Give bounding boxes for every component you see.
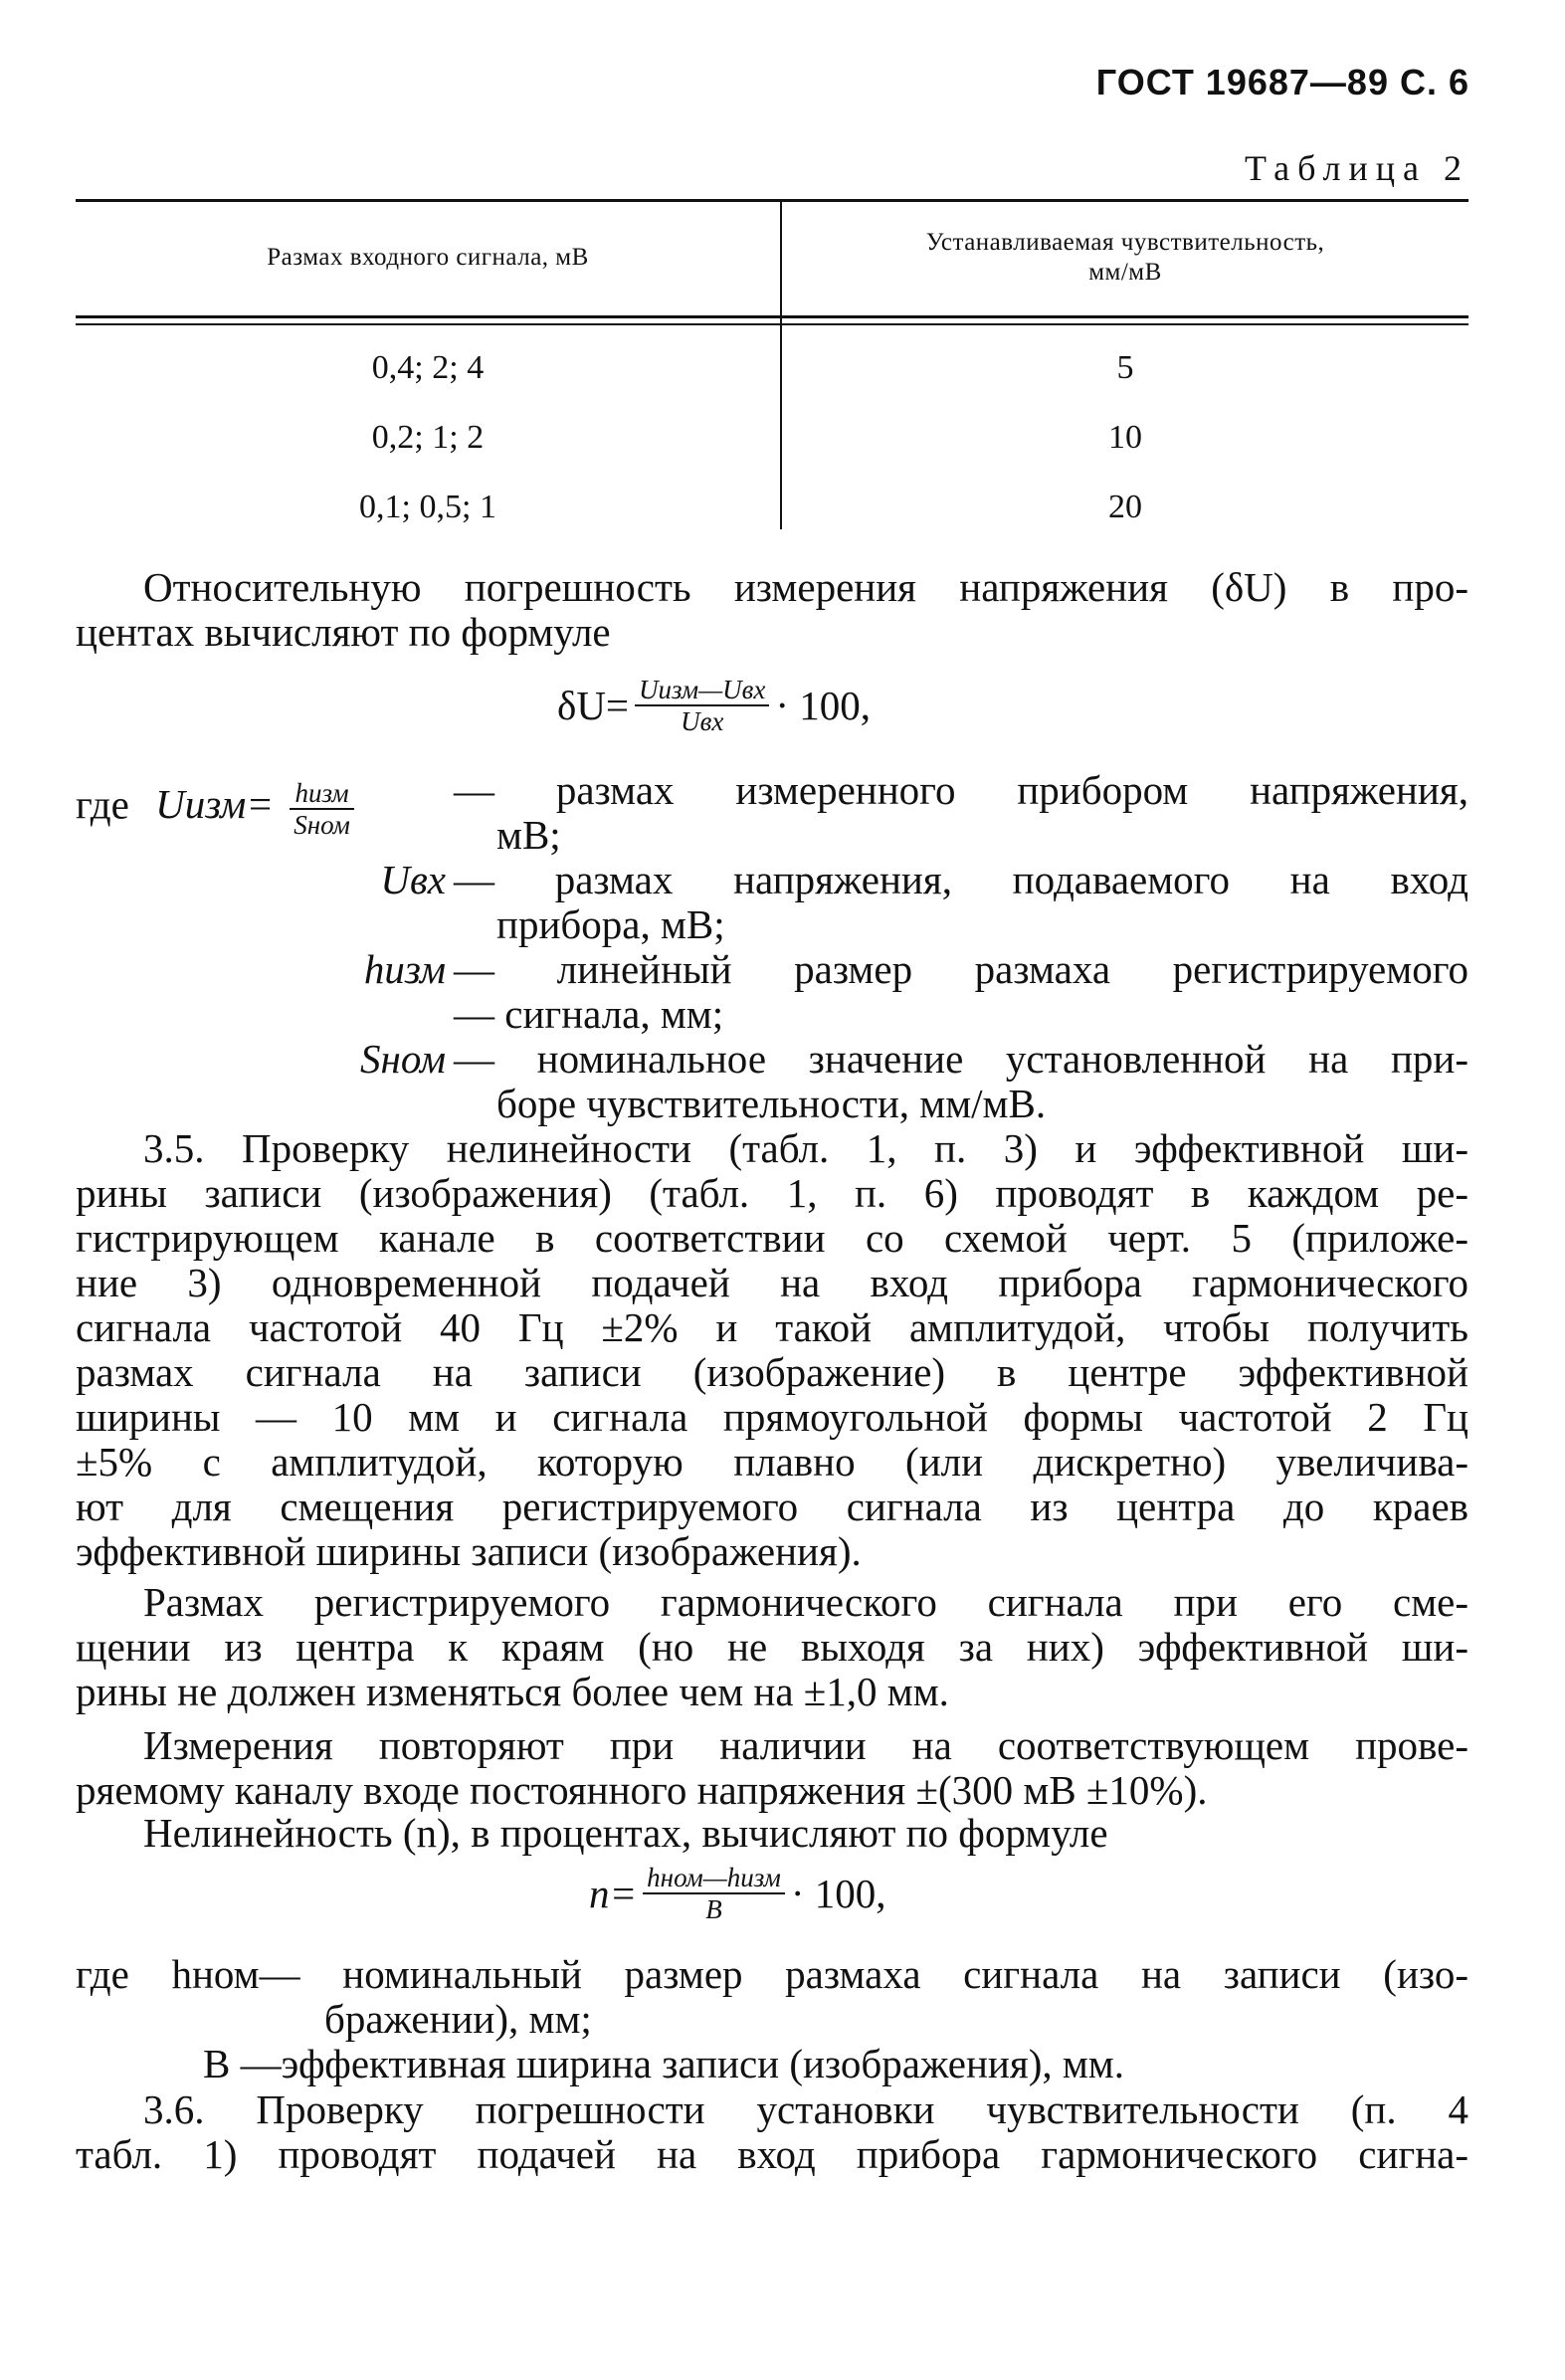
formula-tail: · 100,: [775, 683, 872, 728]
formula-relative-error: [557, 675, 871, 736]
uizm-fraction: [290, 778, 354, 840]
text-line: рины не должен изменяться более чем на ±1,0 мм.: [76, 1669, 949, 1714]
text-line: ряемому каналу входе постоянного напряжения ±(300 мВ ±10%).: [76, 1767, 1208, 1813]
def-hizm-text: [454, 947, 1468, 1037]
symbol-snom: Sном: [360, 1036, 446, 1082]
table-row: [76, 333, 1468, 403]
text-line: ют для смещения регистрируемого сигнала из центра до краев: [76, 1484, 1468, 1529]
table-cell-sensitivity: 10: [1108, 419, 1142, 456]
text-line: Размах регистрируемого гармонического сигнала при его сме-: [143, 1579, 1468, 1625]
def-snom-text: [454, 1037, 1468, 1126]
text-line: центах вычисляют по формуле: [76, 609, 611, 655]
symbol-uvx: Uвх: [380, 857, 446, 902]
formula-denominator: B: [705, 1894, 722, 1924]
text-line: Нелинейность (n), в процентах, вычисляют по формуле: [143, 1810, 1108, 1856]
paragraph-amplitude: [76, 1580, 1468, 1714]
table-row: [76, 403, 1468, 473]
definitions-block: [76, 768, 1468, 1126]
text-line: ние 3) одновременной подачей на вход прибора гармонического: [76, 1260, 1468, 1305]
paragraph-repeat-measurements: [76, 1723, 1468, 1813]
formula-nonlinearity: [589, 1863, 886, 1924]
text-line: B —эффективная ширина записи (изображения), мм.: [203, 2041, 1124, 2086]
def-uvx-text: [454, 858, 1468, 947]
text-line: — размах напряжения, подаваемого на вход: [454, 857, 1468, 902]
table-cell-input: 0,2; 1; 2: [371, 419, 485, 456]
text-line: — размах измеренного прибором напряжения,: [454, 767, 1468, 813]
section-3-6: [76, 2087, 1468, 2177]
formula-tail: · 100,: [790, 1871, 886, 1916]
table-header-input-range: Размах входного сигнала, мВ: [267, 243, 589, 271]
formula-lhs: n=: [589, 1871, 638, 1916]
text-line: размах сигнала на записи (изображение) в центре эффективной: [76, 1349, 1468, 1395]
table-header-sensitivity: [782, 199, 1468, 315]
table-cell-sensitivity: 20: [1108, 489, 1142, 525]
table-cell-input: 0,1; 0,5; 1: [359, 489, 496, 525]
text-line: — сигнала, мм;: [454, 991, 724, 1037]
where-label: где: [76, 781, 129, 828]
text-line: бражении), мм;: [324, 1996, 592, 2042]
text-line: — номинальное значение установленной на при-: [454, 1036, 1468, 1082]
text-line: ±5% с амплитудой, которую плавно (или дискретно) увеличива-: [76, 1439, 1468, 1485]
paragraph-nonlinearity: [76, 1811, 1468, 1856]
table-2: [76, 199, 1468, 537]
document-header: ГОСТ 19687—89 С. 6: [1095, 62, 1469, 102]
table-row: [76, 473, 1468, 542]
symbol-hizm: hизм: [363, 946, 446, 992]
text-line: ширины — 10 мм и сигнала прямоугольной формы частотой 2 Гц: [76, 1394, 1468, 1440]
text-line: мВ;: [496, 812, 561, 858]
text-line: Относительную погрешность измерения напряжения (δU) в про-: [143, 564, 1468, 610]
formula-lhs: δU=: [557, 683, 630, 728]
text-line: — линейный размер размаха регистрируемого: [454, 946, 1468, 992]
paragraph-relative-error: [76, 565, 1468, 655]
text-line: табл. 1) проводят подачей на вход прибора гармонического сигна-: [76, 2131, 1468, 2177]
formula-fraction: [635, 675, 769, 736]
table-header-sensitivity-line1: Устанавливаемая чувствительность,: [925, 228, 1325, 256]
definitions-block-2: [76, 1952, 1468, 2086]
uizm-denominator: Sном: [293, 810, 350, 840]
formula-numerator: hном—hизм: [647, 1863, 781, 1892]
text-line: прибора, мВ;: [496, 901, 725, 947]
text-line: эффективной ширины записи (изображения).: [76, 1528, 862, 1574]
text-line: щении из центра к краям (но не выходя за них) эффективной ши-: [76, 1624, 1468, 1670]
formula-numerator: Uизм—Uвх: [639, 675, 766, 704]
text-line: где hном— номинальный размер размаха сигнала на записи (изо-: [76, 1951, 1468, 1997]
text-line: гистрирующем канале в соответствии со схемой черт. 5 (приложе-: [76, 1215, 1468, 1261]
text-line: Измерения повторяют при наличии на соответствующем прове-: [143, 1722, 1468, 1768]
def-uizm-text: [454, 768, 1468, 858]
formula-fraction: [643, 1863, 785, 1924]
table-header-sensitivity-line2: мм/мВ: [1088, 258, 1162, 286]
table-cell-sensitivity: 5: [1116, 349, 1134, 386]
text-line: 3.6. Проверку погрешности установки чувствительности (п. 4: [143, 2086, 1468, 2132]
text-line: 3.5. Проверку нелинейности (табл. 1, п. 3) и эффективной ши-: [143, 1125, 1468, 1171]
uizm-numerator: hизм: [294, 778, 349, 808]
table-header-rule: [76, 315, 1468, 318]
text-line: сигнала частотой 40 Гц ±2% и такой амплитудой, чтобы получить: [76, 1304, 1468, 1350]
section-3-5: [76, 1126, 1468, 1574]
table-caption: Таблица 2: [1245, 148, 1469, 188]
table-header-rule-2: [76, 323, 1468, 325]
formula-denominator: Uвх: [681, 706, 724, 736]
text-line: боре чувствительности, мм/мВ.: [496, 1081, 1047, 1126]
text-line: рины записи (изображения) (табл. 1, п. 6) проводят в каждом ре-: [76, 1170, 1468, 1216]
symbol-uizm: Uизм=: [155, 781, 275, 828]
table-cell-input: 0,4; 2; 4: [371, 349, 485, 386]
